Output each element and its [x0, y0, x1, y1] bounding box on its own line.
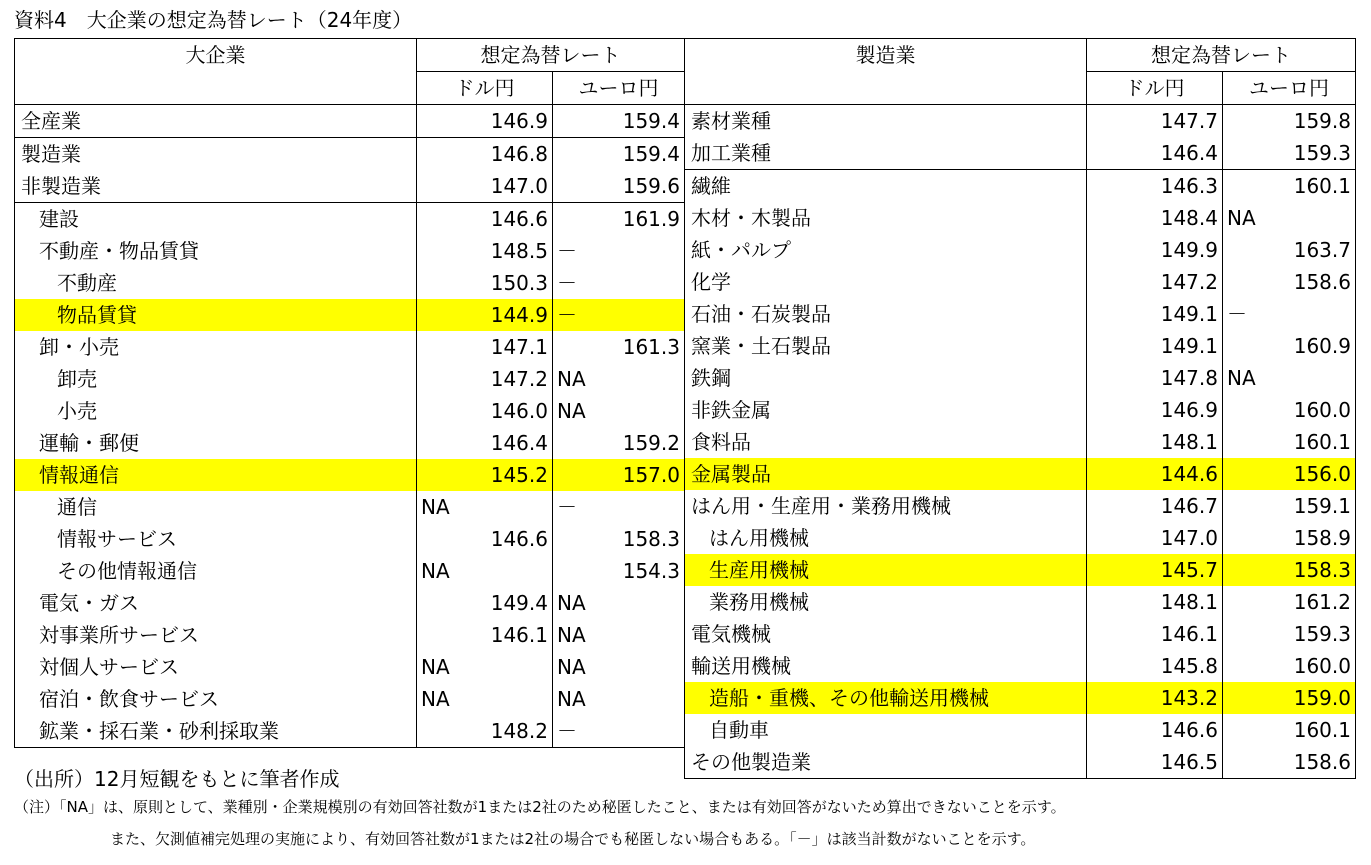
row-label: 鉱業・採石業・砂利採取業	[15, 715, 417, 748]
table-row	[685, 234, 1356, 266]
usd-cell: 147.0	[417, 170, 553, 203]
table-row	[685, 394, 1356, 426]
table-row	[685, 137, 1356, 170]
eur-cell: NA	[1223, 202, 1356, 234]
usd-cell: 144.9	[417, 299, 553, 331]
eur-cell: 161.9	[553, 203, 685, 236]
table-row	[685, 522, 1356, 554]
left-header-eur: ユーロ円	[553, 72, 685, 105]
usd-cell: 145.7	[1087, 554, 1223, 586]
eur-cell: 154.3	[553, 555, 685, 587]
row-label: 非製造業	[15, 170, 417, 203]
row-label: 鉄鋼	[685, 362, 1087, 394]
table-row	[685, 586, 1356, 618]
row-label: 輸送用機械	[685, 650, 1087, 682]
table-row	[15, 555, 685, 587]
usd-cell: 146.0	[417, 395, 553, 427]
usd-cell: NA	[417, 491, 553, 523]
table-row	[685, 170, 1356, 203]
usd-cell: 148.2	[417, 715, 553, 748]
table-row	[685, 105, 1356, 138]
manufacturing-table	[684, 38, 1356, 779]
row-label: 窯業・土石製品	[685, 330, 1087, 362]
eur-cell: 159.4	[553, 138, 685, 171]
eur-cell: 158.3	[553, 523, 685, 555]
table-row	[685, 298, 1356, 330]
eur-cell: NA	[553, 683, 685, 715]
table-row	[685, 362, 1356, 394]
eur-cell: 160.9	[1223, 330, 1356, 362]
row-label: 自動車	[685, 714, 1087, 746]
table-row	[15, 363, 685, 395]
row-label: 素材業種	[685, 105, 1087, 138]
table-row	[685, 330, 1356, 362]
usd-cell: 149.9	[1087, 234, 1223, 266]
row-label: 業務用機械	[685, 586, 1087, 618]
eur-cell: 159.2	[553, 427, 685, 459]
eur-cell: 159.8	[1223, 105, 1356, 138]
table-row	[15, 299, 685, 331]
footnote-1: （注）「NA」は、原則として、業種別・企業規模別の有効回答社数が1または2社のため秘匿したこと、または有効回答がないため算出できないことを示す。	[14, 798, 1066, 816]
table-row	[685, 650, 1356, 682]
table-row	[15, 235, 685, 267]
table-row	[15, 427, 685, 459]
usd-cell: 146.9	[1087, 394, 1223, 426]
row-label: 電気・ガス	[15, 587, 417, 619]
usd-cell: 147.2	[1087, 266, 1223, 298]
usd-cell: 149.1	[1087, 330, 1223, 362]
table-row	[685, 490, 1356, 522]
eur-cell: 159.1	[1223, 490, 1356, 522]
table-row	[15, 715, 685, 748]
usd-cell: 148.1	[1087, 586, 1223, 618]
table-row	[685, 458, 1356, 490]
eur-cell: NA	[553, 651, 685, 683]
row-label: 繊維	[685, 170, 1087, 203]
usd-cell: 146.7	[1087, 490, 1223, 522]
eur-cell: －	[553, 715, 685, 748]
row-label: 対個人サービス	[15, 651, 417, 683]
table-row	[15, 170, 685, 203]
row-label: 宿泊・飲食サービス	[15, 683, 417, 715]
row-label: 製造業	[15, 138, 417, 171]
usd-cell: NA	[417, 651, 553, 683]
usd-cell: 146.1	[1087, 618, 1223, 650]
row-label: 通信	[15, 491, 417, 523]
row-label: 情報通信	[15, 459, 417, 491]
usd-cell: 147.1	[417, 331, 553, 363]
eur-cell: 160.1	[1223, 170, 1356, 203]
usd-cell: 148.5	[417, 235, 553, 267]
usd-cell: 146.9	[417, 105, 553, 138]
row-label: 化学	[685, 266, 1087, 298]
row-label: 全産業	[15, 105, 417, 138]
row-label: 生産用機械	[685, 554, 1087, 586]
eur-cell: －	[553, 235, 685, 267]
row-label: 運輸・郵便	[15, 427, 417, 459]
table-row	[15, 491, 685, 523]
row-label: 金属製品	[685, 458, 1087, 490]
row-label: 電気機械	[685, 618, 1087, 650]
row-label: その他情報通信	[15, 555, 417, 587]
eur-cell: －	[553, 267, 685, 299]
usd-cell: 148.1	[1087, 426, 1223, 458]
usd-cell: 146.6	[417, 523, 553, 555]
row-label: 卸・小売	[15, 331, 417, 363]
row-label: 小売	[15, 395, 417, 427]
eur-cell: 158.3	[1223, 554, 1356, 586]
eur-cell: 156.0	[1223, 458, 1356, 490]
usd-cell: 145.8	[1087, 650, 1223, 682]
source-note: （出所）12月短観をもとに筆者作成	[14, 767, 340, 791]
left-header-main: 大企業	[15, 39, 417, 105]
eur-cell: NA	[553, 587, 685, 619]
table-row	[15, 138, 685, 171]
table-row	[685, 682, 1356, 714]
usd-cell: 146.4	[1087, 137, 1223, 170]
usd-cell: 147.2	[417, 363, 553, 395]
usd-cell: 150.3	[417, 267, 553, 299]
usd-cell: 146.1	[417, 619, 553, 651]
usd-cell: 146.6	[417, 203, 553, 236]
table-row	[15, 203, 685, 236]
usd-cell: 146.4	[417, 427, 553, 459]
usd-cell: NA	[417, 683, 553, 715]
usd-cell: 147.0	[1087, 522, 1223, 554]
eur-cell: NA	[553, 619, 685, 651]
left-table-body	[15, 105, 685, 748]
eur-cell: 159.3	[1223, 618, 1356, 650]
row-label: 木材・木製品	[685, 202, 1087, 234]
row-label: 造船・重機、その他輸送用機械	[685, 682, 1087, 714]
eur-cell: NA	[1223, 362, 1356, 394]
right-header-main: 製造業	[685, 39, 1087, 105]
eur-cell: 159.4	[553, 105, 685, 138]
table-row	[685, 714, 1356, 746]
table-row	[685, 618, 1356, 650]
usd-cell: 146.6	[1087, 714, 1223, 746]
eur-cell: 161.2	[1223, 586, 1356, 618]
eur-cell: 158.6	[1223, 266, 1356, 298]
row-label: 情報サービス	[15, 523, 417, 555]
eur-cell: 159.3	[1223, 137, 1356, 170]
row-label: 物品賃貸	[15, 299, 417, 331]
row-label: その他製造業	[685, 746, 1087, 779]
right-header-group: 想定為替レート	[1087, 39, 1356, 72]
eur-cell: 159.0	[1223, 682, 1356, 714]
table-row	[685, 202, 1356, 234]
table-row	[15, 587, 685, 619]
usd-cell: 148.4	[1087, 202, 1223, 234]
usd-cell: 147.7	[1087, 105, 1223, 138]
eur-cell: 161.3	[553, 331, 685, 363]
row-label: 不動産・物品賃貸	[15, 235, 417, 267]
table-row	[685, 746, 1356, 779]
eur-cell: 160.1	[1223, 426, 1356, 458]
usd-cell: 147.8	[1087, 362, 1223, 394]
usd-cell: 149.1	[1087, 298, 1223, 330]
table-row	[685, 266, 1356, 298]
row-label: はん用機械	[685, 522, 1087, 554]
table-row	[15, 651, 685, 683]
usd-cell: 145.2	[417, 459, 553, 491]
row-label: 建設	[15, 203, 417, 236]
row-label: 非鉄金属	[685, 394, 1087, 426]
page-title: 資料4 大企業の想定為替レート（24年度）	[14, 8, 413, 32]
table-row	[685, 554, 1356, 586]
eur-cell: 158.6	[1223, 746, 1356, 779]
usd-cell: 146.3	[1087, 170, 1223, 203]
large-enterprise-table	[14, 38, 685, 748]
usd-cell: 146.5	[1087, 746, 1223, 779]
row-label: はん用・生産用・業務用機械	[685, 490, 1087, 522]
table-row	[15, 331, 685, 363]
eur-cell: －	[553, 299, 685, 331]
eur-cell: NA	[553, 395, 685, 427]
usd-cell: 143.2	[1087, 682, 1223, 714]
table-row	[15, 523, 685, 555]
usd-cell: 149.4	[417, 587, 553, 619]
table-row	[15, 105, 685, 138]
footnote-2: また、欠測値補完処理の実施により、有効回答社数が1または2社の場合でも秘匿しない場合もある。「－」は該当計数がないことを示す。	[110, 830, 1036, 848]
eur-cell: 160.0	[1223, 650, 1356, 682]
usd-cell: 146.8	[417, 138, 553, 171]
usd-cell: 144.6	[1087, 458, 1223, 490]
row-label: 石油・石炭製品	[685, 298, 1087, 330]
right-header-eur: ユーロ円	[1223, 72, 1356, 105]
left-header-group: 想定為替レート	[417, 39, 685, 72]
eur-cell: 163.7	[1223, 234, 1356, 266]
row-label: 食料品	[685, 426, 1087, 458]
row-label: 不動産	[15, 267, 417, 299]
left-header-usd: ドル円	[417, 72, 553, 105]
table-row	[15, 395, 685, 427]
table-row	[15, 619, 685, 651]
table-row	[15, 267, 685, 299]
eur-cell: 160.0	[1223, 394, 1356, 426]
row-label: 卸売	[15, 363, 417, 395]
table-row	[15, 683, 685, 715]
table-row	[15, 459, 685, 491]
eur-cell: 160.1	[1223, 714, 1356, 746]
eur-cell: 157.0	[553, 459, 685, 491]
right-header-usd: ドル円	[1087, 72, 1223, 105]
table-row	[685, 426, 1356, 458]
right-table-body	[685, 105, 1356, 779]
eur-cell: －	[553, 491, 685, 523]
row-label: 紙・パルプ	[685, 234, 1087, 266]
row-label: 対事業所サービス	[15, 619, 417, 651]
row-label: 加工業種	[685, 137, 1087, 170]
eur-cell: 158.9	[1223, 522, 1356, 554]
usd-cell: NA	[417, 555, 553, 587]
eur-cell: NA	[553, 363, 685, 395]
eur-cell: 159.6	[553, 170, 685, 203]
eur-cell: －	[1223, 298, 1356, 330]
